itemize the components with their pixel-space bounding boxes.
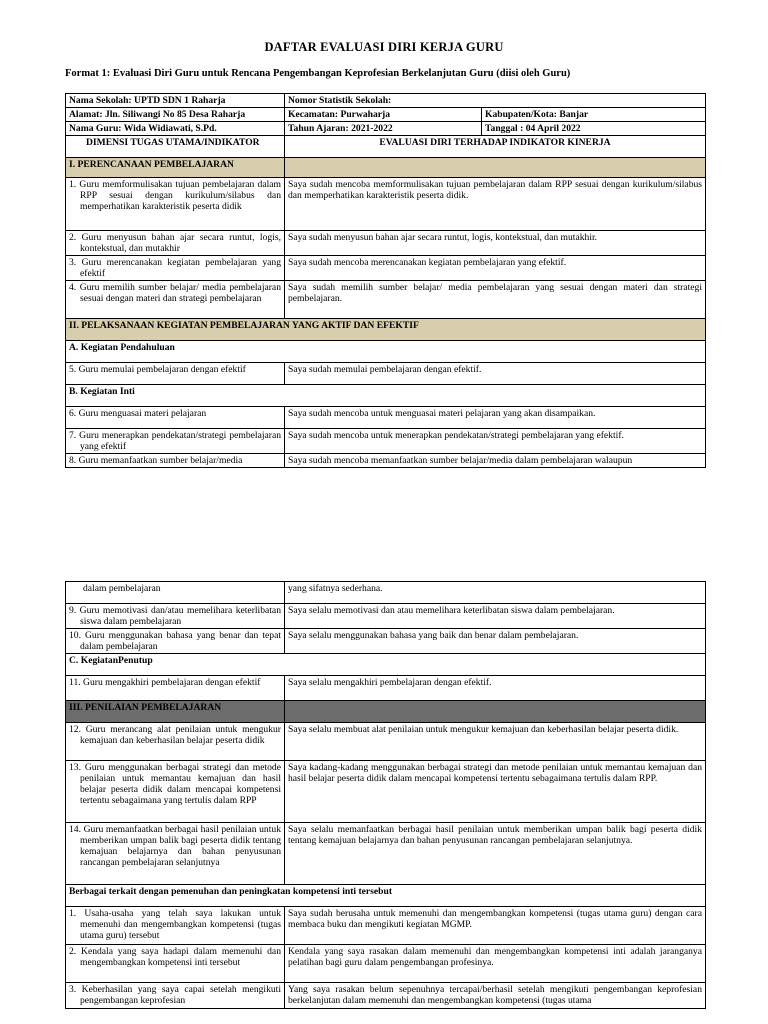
evaluation-7: Saya sudah mencoba untuk menerapkan pendekatan/strategi pembelajaran yang efektif. — [285, 429, 706, 454]
kecamatan-cell: Kecamatan: Purwaharja — [285, 108, 482, 122]
nomor-statistik-cell: Nomor Statistik Sekolah: — [285, 94, 706, 108]
subsection-c-title: C. KegiatanPenutup — [66, 654, 706, 676]
evaluation-9: Saya selalu memotivasi dan atau memelihara keterlibatan siswa dalam pembelajaran. — [285, 604, 706, 629]
evaluation-1: Saya sudah mencoba memformulisakan tujuan pembelajaran dalam RPP sesuai dengan kurikulum/silabus dan memperhatikan karakteristik peserta didik. — [285, 178, 706, 231]
evaluation-table-page1 — [65, 93, 706, 468]
subsection-a-title: A. Kegiatan Pendahuluan — [66, 341, 706, 363]
evaluation-4: Saya sudah memilih sumber belajar/ media pembelajaran yang sesuai dengan materi dan strategi pembelajaran. — [285, 281, 706, 319]
kompetensi-indicator-3: 3. Keberhasilan yang saya capai setelah mengikuti pengembangan keprofesian — [66, 983, 285, 1009]
section-3-title-fill — [285, 701, 706, 723]
kompetensi-indicator-1: 1. Usaha-usaha yang telah saya lakukan untuk memenuhi dan mengembangkan kompetensi (tugas utama guru) tersebut — [66, 907, 285, 945]
evaluation-11: Saya selalu mengakhiri pembelajaran dengan efektif. — [285, 676, 706, 701]
indicator-5: 5. Guru memulai pembelajaran dengan efektif — [66, 363, 285, 385]
indicator-8-part2: dalam pembelajaran — [66, 582, 285, 604]
evaluation-8-part2: yang sifatnya sederhana. — [285, 582, 706, 604]
indicator-9: 9. Guru memotivasi dan/atau memelihara keterlibatan siswa dalam pembelajaran — [66, 604, 285, 629]
evaluation-5: Saya sudah memulai pembelajaran dengan efektif. — [285, 363, 706, 385]
indicator-4: 4. Guru memilih sumber belajar/ media pembelajaran sesuai dengan materi dan strategi pembelajaran — [66, 281, 285, 319]
dimensi-column-header: DIMENSI TUGAS UTAMA/INDIKATOR — [66, 136, 285, 158]
kompetensi-evaluation-3: Yang saya rasakan belum sepenuhnya tercapai/berhasil setelah mengikuti pengembangan keprofesian berkelanjutan dalam memenuhi dan mengembangkan kompetensi (tugas utama — [285, 983, 706, 1009]
indicator-12: 12. Guru merancang alat penilaian untuk mengukur kemajuan dan keberhasilan belajar peserta didik — [66, 723, 285, 761]
indicator-10: 10. Guru menggunakan bahasa yang benar dan tepat dalam pembelajaran — [66, 629, 285, 654]
document-title: DAFTAR EVALUASI DIRI KERJA GURU — [264, 40, 504, 54]
tahun-ajaran-cell: Tahun Ajaran: 2021-2022 — [285, 122, 482, 136]
kompetensi-indicator-2: 2. Kendala yang saya hadapi dalam memenuhi dan mengembangkan kompetensi inti tersebut — [66, 945, 285, 983]
indicator-13: 13. Guru menggunakan berbagai strategi dan metode penilaian untuk memantau kemajuan dan hasil belajar peserta didik dalam mencapai kompetensi tertentu sebagaimana yang tertulis dalam RPP — [66, 761, 285, 823]
indicator-11: 11. Guru mengakhiri pembelajaran dengan efektif — [66, 676, 285, 701]
section-1-title-fill — [285, 158, 706, 178]
indicator-6: 6. Guru menguasai materi pelajaran — [66, 407, 285, 429]
evaluation-8-part1: Saya sudah mencoba memanfaatkan sumber belajar/media dalam pembelajaran walaupun — [285, 454, 706, 468]
tanggal-cell: Tanggal : 04 April 2022 — [482, 122, 706, 136]
indicator-1: 1. Guru memformulisakan tujuan pembelajaran dalam RPP sesuai dengan kurikulum/silabus dan memperhatikan karakteristik peserta didik — [66, 178, 285, 231]
kabupaten-cell: Kabupaten/Kota: Banjar — [482, 108, 706, 122]
evaluation-table-page2 — [65, 581, 706, 1009]
nama-guru-cell: Nama Guru: Wida Widiawati, S.Pd. — [66, 122, 285, 136]
section-1-title: I. PERENCANAAN PEMBELAJARAN — [66, 158, 285, 178]
evaluation-13: Saya kadang-kadang menggunakan berbagai strategi dan metode penilaian untuk memantau kemajuan dan hasil belajar peserta didik dalam mencapai kompetensi tertentu sebagaimana tertulis dalam RPP. — [285, 761, 706, 823]
evaluation-2: Saya sudah menyusun bahan ajar secara runtut, logis, kontekstual, dan mutakhir. — [285, 231, 706, 256]
evaluasi-column-header: EVALUASI DIRI TERHADAP INDIKATOR KINERJA — [285, 136, 706, 158]
indicator-14: 14. Guru memanfaatkan berbagai hasil penilaian untuk memberikan umpan balik bagi peserta didik tentang kemajuan belajarnya dan bahan penyusunan rancangan pembelajaran selanjutnya — [66, 823, 285, 885]
section-2-title: II. PELAKSANAAN KEGIATAN PEMBELAJARAN YANG AKTIF DAN EFEKTIF — [66, 319, 706, 341]
kompetensi-evaluation-1: Saya sudah berusaha untuk memenuhi dan mengembangkan kompetensi (tugas utama guru) dengan cara membaca buku dan mengikuti kegiatan MGMP. — [285, 907, 706, 945]
evaluation-12: Saya selalu membuat alat penilaian untuk mengukur kemajuan dan keberhasilan belajar peserta didik. — [285, 723, 706, 761]
kompetensi-section-title: Berbagai terkait dengan pemenuhan dan peningkatan kompetensi inti tersebut — [66, 885, 706, 907]
indicator-3: 3. Guru merencanakan kegiatan pembelajaran yang efektif — [66, 256, 285, 281]
evaluation-3: Saya sudah mencoba merencanakan kegiatan pembelajaran yang efektif. — [285, 256, 706, 281]
subsection-b-title: B. Kegiatan Inti — [66, 385, 706, 407]
indicator-8-part1: 8. Guru memanfaatkan sumber belajar/media — [66, 454, 285, 468]
alamat-cell: Alamat: Jln. Siliwangi No 85 Desa Raharja — [66, 108, 285, 122]
nama-sekolah-cell: Nama Sekolah: UPTD SDN 1 Raharja — [66, 94, 285, 108]
format-line: Format 1: Evaluasi Diri Guru untuk Rencana Pengembangan Keprofesian Berkelanjutan Guru (diisi oleh Guru) — [65, 68, 571, 79]
kompetensi-evaluation-2: Kendala yang saya rasakan dalam memenuhi dan mengembangkan kompetensi inti adalah jaranganya pelatihan bagi guru dalam pengembangan profesinya. — [285, 945, 706, 983]
indicator-2: 2. Guru menyusun bahan ajar secara runtut, logis, kontekstual, dan mutakhir — [66, 231, 285, 256]
indicator-7: 7. Guru menerapkan pendekatan/strategi pembelajaran yang efektif — [66, 429, 285, 454]
evaluation-10: Saya selalu menggunakan bahasa yang baik dan benar dalam pembelajaran. — [285, 629, 706, 654]
evaluation-6: Saya sudah mencoba untuk menguasai materi pelajaran yang akan disampaikan. — [285, 407, 706, 429]
evaluation-14: Saya selalu memanfaatkan berbagai hasil penilaian untuk memberikan umpan balik bagi peserta didik tentang kemajuan belajarnya dan bahan penyusunan rancangan pembelajaran selanjutnya. — [285, 823, 706, 885]
section-3-title: III. PENILAIAN PEMBELAJARAN — [66, 701, 285, 723]
